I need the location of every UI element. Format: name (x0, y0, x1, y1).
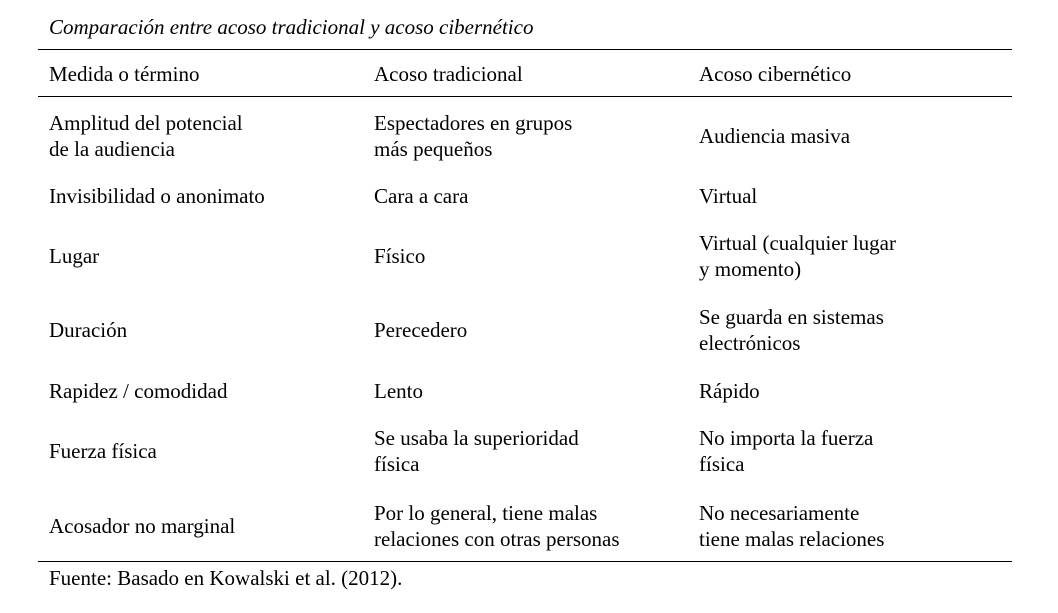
table-cell (374, 376, 684, 406)
table-cell-text: Físico (374, 244, 426, 268)
table-cell (49, 229, 359, 283)
table-cell (49, 303, 359, 357)
table-cell (374, 109, 684, 163)
table-bottom-rule (38, 561, 1012, 562)
table-cell-text: Audiencia masiva (699, 124, 851, 148)
table-cell (374, 424, 684, 478)
table-cell-text: Rápido (699, 379, 760, 403)
table-cell-text: Lento (374, 379, 423, 403)
table-cell (49, 181, 359, 211)
table-cell (699, 376, 1009, 406)
table-cell-text: No importa la fuerza física (699, 426, 874, 476)
table-cell-text: Espectadores en grupos más pequeños (374, 111, 573, 161)
table-cell (49, 376, 359, 406)
table-cell (49, 424, 359, 478)
table-header-rule (38, 96, 1012, 97)
column-header-cyber (699, 59, 1009, 89)
table-cell-text: Virtual (699, 184, 758, 208)
column-header-traditional-text: Acoso tradicional (374, 62, 523, 86)
column-header-measure (49, 59, 359, 89)
table-cell (374, 181, 684, 211)
table-cell (699, 109, 1009, 163)
table-cell-text: Acosador no marginal (49, 514, 236, 538)
table-cell (699, 303, 1009, 357)
table-cell-text: Rapidez / comodidad (49, 379, 228, 403)
table-cell (699, 181, 1009, 211)
table-cell-text: No necesariamente tiene malas relaciones (699, 501, 885, 551)
table-cell (374, 499, 684, 553)
table-source-note: Fuente: Basado en Kowalski et al. (2012). (49, 566, 403, 590)
table-cell-text: Por lo general, tiene malas relaciones con otras personas (374, 501, 620, 551)
table-top-rule (38, 49, 1012, 50)
table-cell-text: Se guarda en sistemas electrónicos (699, 305, 884, 355)
column-header-cyber-text: Acoso cibernético (699, 62, 852, 86)
table-caption: Comparación entre acoso tradicional y acoso cibernético (49, 15, 534, 39)
table-cell (374, 303, 684, 357)
table-cell-text: Cara a cara (374, 184, 469, 208)
table-cell-text: Virtual (cualquier lugar y momento) (699, 231, 896, 281)
table-cell-text: Duración (49, 318, 128, 342)
column-header-measure-text: Medida o término (49, 62, 200, 86)
table-cell (49, 499, 359, 553)
table-cell-text: Fuerza física (49, 439, 157, 463)
column-header-traditional (374, 59, 684, 89)
table-cell (699, 499, 1009, 553)
table-cell (699, 229, 1009, 283)
table-cell-text: Lugar (49, 244, 100, 268)
table-cell-text: Perecedero (374, 318, 468, 342)
table-cell (374, 229, 684, 283)
table-cell-text: Se usaba la superioridad física (374, 426, 579, 476)
table-cell-text: Invisibilidad o anonimato (49, 184, 265, 208)
table-cell-text: Amplitud del potencial de la audiencia (49, 111, 243, 161)
table-cell (699, 424, 1009, 478)
table-cell (49, 109, 359, 163)
